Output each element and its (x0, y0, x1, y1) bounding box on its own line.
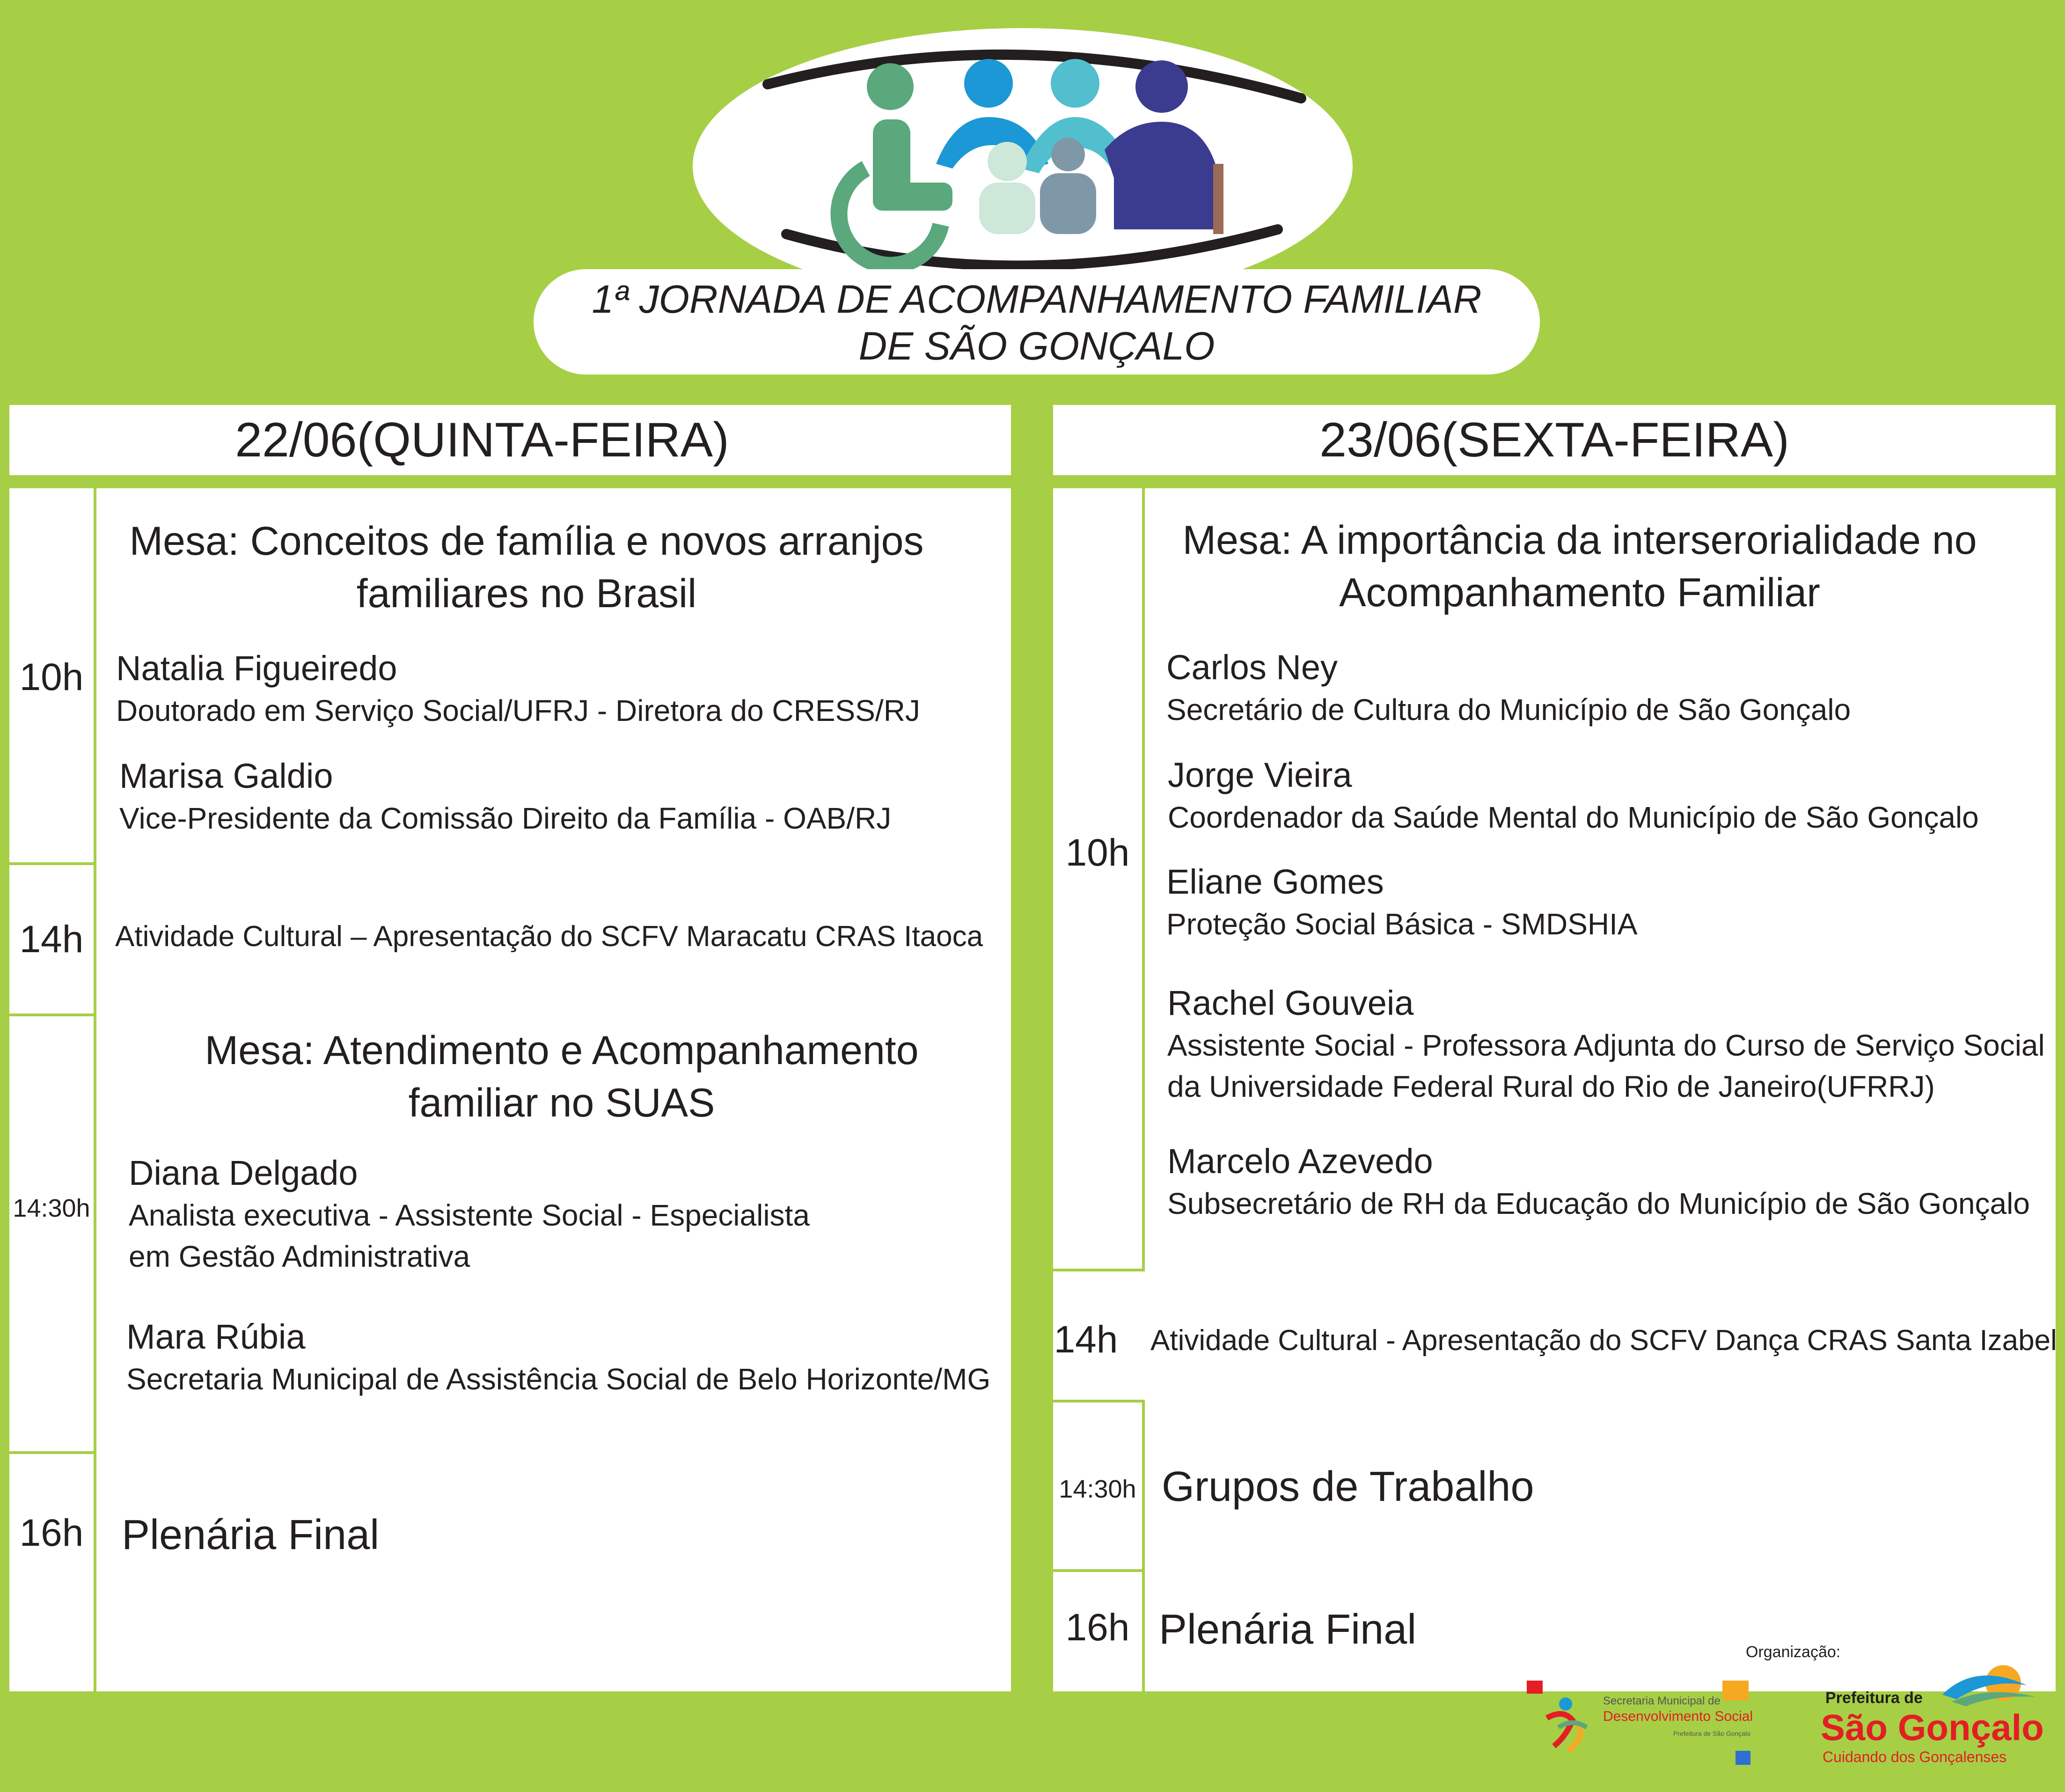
smds-line2: Desenvolvimento Social (1603, 1709, 1753, 1724)
speaker-role: Secretaria Municipal de Assistência Social de Belo Horizonte/MG (126, 1362, 991, 1396)
day2-heading-box (1053, 405, 2056, 475)
speaker-name: Rachel Gouveia (1167, 984, 1414, 1022)
smds-line3: Prefeitura de São Gonçalo (1673, 1730, 1750, 1737)
day1-cultural-activity: Atividade Cultural – Apresentação do SCFV Maracatu CRAS Itaoca (115, 920, 983, 953)
day1-heading-box (9, 405, 1011, 475)
day1-time-divider (94, 488, 96, 1691)
title-banner (534, 269, 1540, 375)
day2-time-divider (1142, 1400, 1145, 1691)
day2-time-10h: 10h (1065, 831, 1130, 874)
speaker (1167, 982, 2045, 1107)
speaker-role: Proteção Social Básica - SMDSHIA (1166, 907, 1638, 941)
day2-row-divider (1053, 1400, 1145, 1403)
speaker-name: Eliane Gomes (1166, 862, 1384, 901)
prefeitura-line1: Prefeitura de (1825, 1689, 1923, 1707)
mesa-title-line: Mesa: A importância da interserorialidade no (1182, 518, 1977, 563)
organization-label: Organização: (1746, 1643, 1841, 1661)
day1-row-divider (9, 1451, 94, 1454)
speaker-role: Subsecretário de RH da Educação do Município de São Gonçalo (1167, 1187, 2030, 1220)
mesa-title-line: Acompanhamento Familiar (1339, 570, 1820, 615)
speaker-role: Coordenador da Saúde Mental do Município de São Gonçalo (1168, 801, 1979, 834)
day1-row-divider (9, 1014, 94, 1016)
speaker-role: Secretário de Cultura do Município de São Gonçalo (1166, 693, 1851, 727)
day2-mesa1-title (1147, 514, 2013, 619)
event-title-line1: 1ª JORNADA DE ACOMPANHAMENTO FAMILIAR (592, 277, 1482, 321)
speaker-name: Marcelo Azevedo (1167, 1142, 1433, 1181)
day2-working-groups: Grupos de Trabalho (1162, 1463, 1534, 1510)
speaker (1166, 646, 1851, 730)
speaker-name: Diana Delgado (129, 1153, 358, 1192)
smds-line1: Secretaria Municipal de (1603, 1695, 1721, 1707)
speaker (116, 647, 920, 731)
mesa-title-line: familiar no SUAS (408, 1080, 715, 1125)
speaker (119, 755, 891, 839)
speaker-role: Assistente Social - Professora Adjunta do Curso de Serviço Social (1167, 1028, 2045, 1062)
day2-time-16h: 16h (1065, 1606, 1130, 1649)
speaker (126, 1315, 990, 1400)
day1-row-divider (9, 862, 94, 865)
event-title-line2: DE SÃO GONÇALO (858, 324, 1215, 368)
speaker-name: Mara Rúbia (126, 1317, 306, 1356)
speaker-name: Jorge Vieira (1168, 756, 1352, 794)
day2-final-plenary: Plenária Final (1159, 1606, 1417, 1653)
speaker (129, 1152, 810, 1277)
day1-heading: 22/06(QUINTA-FEIRA) (235, 413, 729, 467)
day2-row-divider (1053, 1269, 1145, 1271)
speaker-role: Vice-Presidente da Comissão Direito da Família - OAB/RJ (119, 801, 892, 835)
speaker-name: Marisa Galdio (119, 756, 333, 795)
day2-row-divider (1053, 1569, 1145, 1572)
day2-heading: 23/06(SEXTA-FEIRA) (1319, 413, 1789, 467)
day1-time-10h: 10h (19, 656, 84, 698)
day1-time-14h: 14h (19, 918, 84, 961)
prefeitura-logo (1816, 1652, 2050, 1774)
speaker-role: Analista executiva - Assistente Social - Especialista (129, 1198, 810, 1232)
family-accessibility-logo (693, 28, 1353, 304)
day1-mesa1-title (98, 515, 955, 620)
speaker-role: em Gestão Administrativa (129, 1240, 470, 1273)
day2-cultural-activity: Atividade Cultural - Apresentação do SCFV Dança CRAS Santa Izabel (1150, 1324, 2057, 1357)
prefeitura-line3: Cuidando dos Gonçalenses (1823, 1748, 2007, 1765)
mesa-title-line: Mesa: Conceitos de família e novos arranjos (129, 519, 924, 564)
speaker-name: Natalia Figueiredo (116, 649, 397, 688)
day1-final-plenary: Plenária Final (122, 1512, 380, 1558)
day1-time-1430h: 14:30h (13, 1194, 90, 1222)
smds-logo (1521, 1676, 1755, 1770)
speaker-role: da Universidade Federal Rural do Rio de Janeiro(UFRRJ) (1167, 1070, 1935, 1103)
day2-time-14h: 14h (1054, 1318, 1118, 1361)
speaker (1167, 1140, 2030, 1224)
mesa-title-line: Mesa: Atendimento e Acompanhamento (205, 1028, 919, 1073)
mesa-title-line: familiares no Brasil (356, 571, 697, 616)
day2-time-1430h: 14:30h (1059, 1475, 1136, 1503)
sun-wave-icon (1924, 1652, 2041, 1709)
speaker (1166, 860, 1638, 945)
day1-mesa2-title (98, 1024, 1025, 1129)
prefeitura-line2: São Gonçalo (1821, 1707, 2044, 1748)
speaker-name: Carlos Ney (1166, 648, 1338, 687)
day2-time-divider (1142, 488, 1145, 1270)
speaker (1168, 754, 1979, 838)
speaker-role: Doutorado em Serviço Social/UFRJ - Diretora do CRESS/RJ (116, 694, 920, 727)
day1-time-16h: 16h (19, 1512, 84, 1554)
